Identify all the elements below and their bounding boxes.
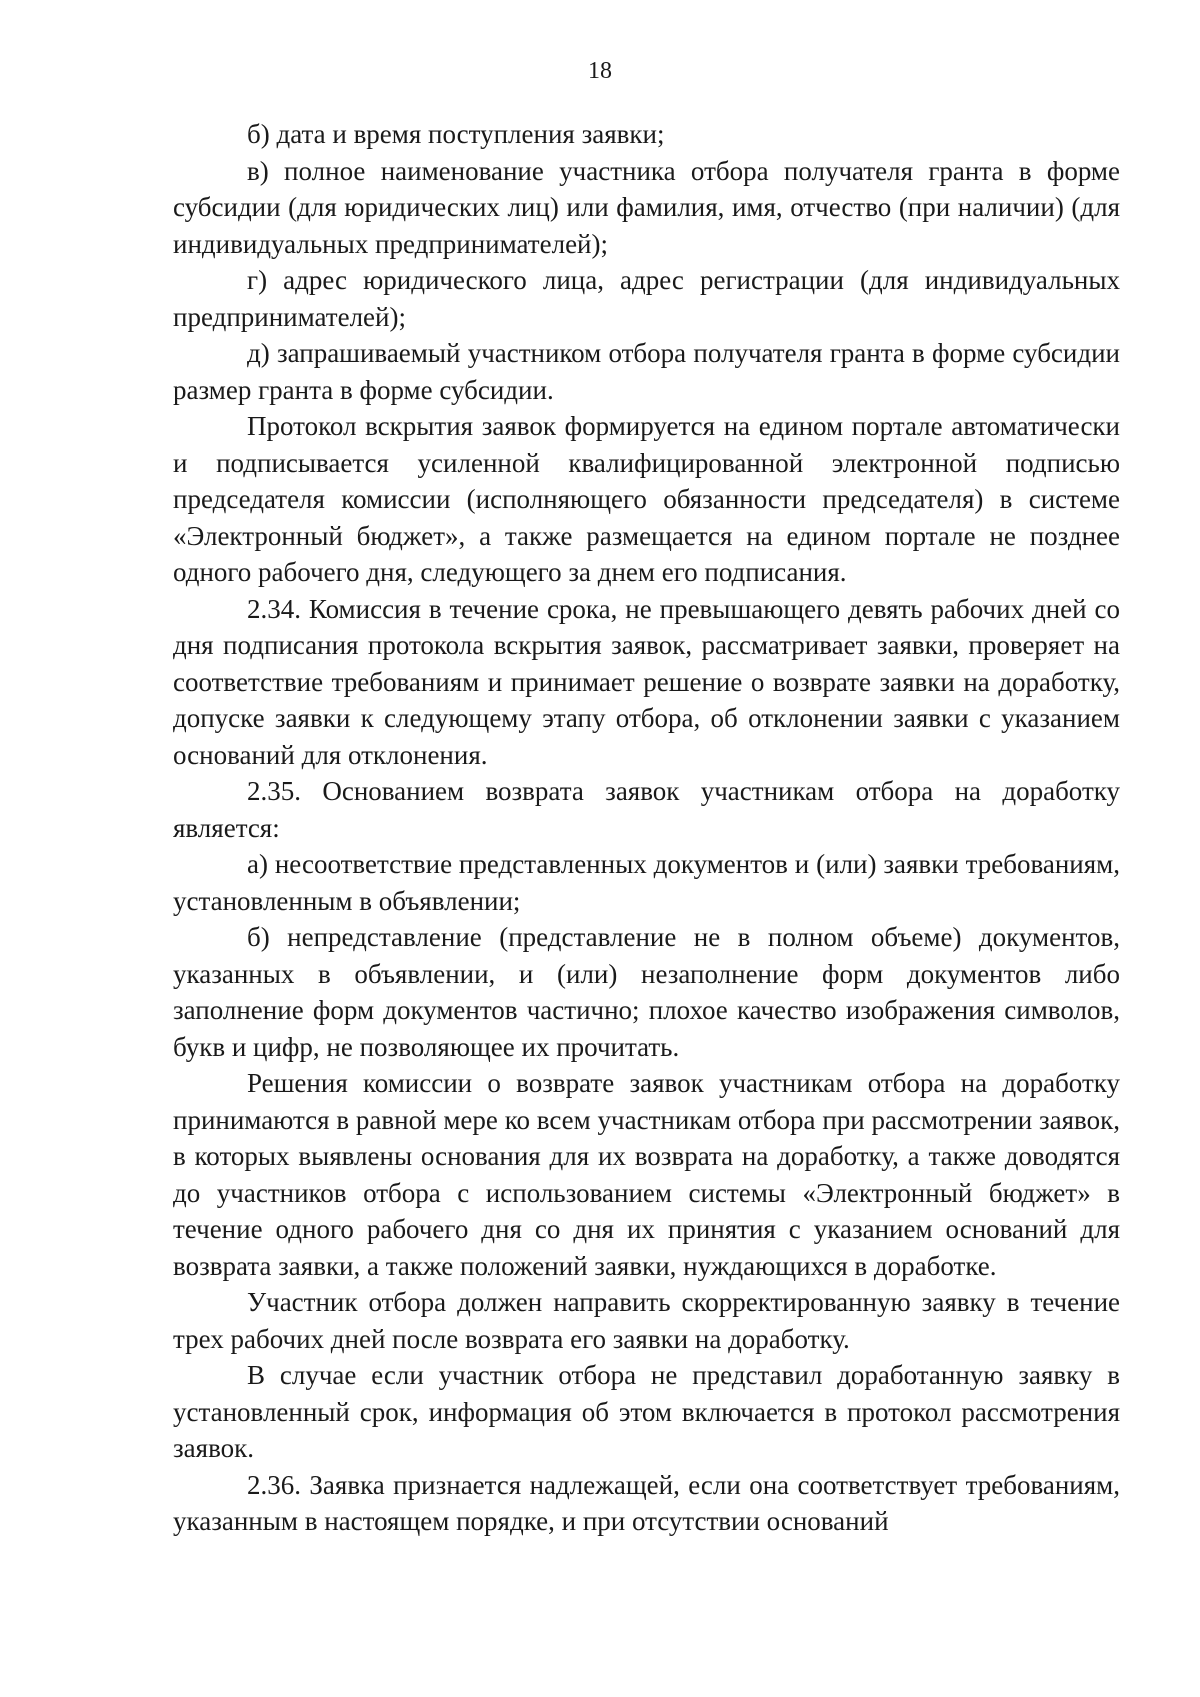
paragraph-item-b-nonsubmission: б) непредставление (представление не в полном объеме) документов, указанных в объявлении, и (или) незаполнение форм документов либо заполнение форм документов частично; плохое качество изображения символов, букв и цифр, не позволяющее их прочитать. <box>173 922 1120 1062</box>
paragraph-corrected-application: Участник отбора должен направить скорректированную заявку в течение трех рабочих дней после возврата его заявки на доработку. <box>173 1287 1120 1354</box>
paragraph-not-submitted: В случае если участник отбора не представил доработанную заявку в установленный срок, информация об этом включается в протокол рассмотрения заявок. <box>173 1360 1120 1463</box>
page-number: 18 <box>588 58 612 84</box>
paragraph-opening-protocol: Протокол вскрытия заявок формируется на едином портале автоматически и подписывается усиленной квалифицированной электронной подписью председателя комиссии (исполняющего обязанности председателя) в системе «Электронный бюджет», а также размещается на едином портале не позднее одного рабочего дня, следующего за днем его подписания. <box>173 411 1120 587</box>
paragraph-item-v-name: в) полное наименование участника отбора получателя гранта в форме субсидии (для юридических лиц) или фамилия, имя, отчество (при наличии) (для индивидуальных предпринимателей); <box>173 155 1120 259</box>
paragraph-return-decisions: Решения комиссии о возврате заявок участникам отбора на доработку принимаются в равной мере ко всем участникам отбора при рассмотрении заявок, в которых выявлены основания для их возврата на доработку, а также доводятся до участников отбора с использованием системы «Электронный бюджет» в течение одного рабочего дня со дня их принятия с указанием оснований для возврата заявки, а также положений заявки, нуждающихся в доработке. <box>173 1068 1120 1281</box>
paragraph-clause-2-34: 2.34. Комиссия в течение срока, не превышающего девять рабочих дней со дня подписания протокола вскрытия заявок, рассматривает заявки, проверяет на соответствие требованиям и принимает решение о возврате заявки на доработку, допуске заявки к следующему этапу отбора, об отклонении заявки с указанием оснований для отклонения. <box>173 593 1120 770</box>
paragraph-clause-2-36: 2.36. Заявка признается надлежащей, если она соответствует требованиям, указанным в настоящем порядке, и при отсутствии оснований <box>173 1469 1120 1536</box>
paragraph-clause-2-35: 2.35. Основанием возврата заявок участникам отбора на доработку является: <box>173 776 1120 843</box>
document-body <box>173 116 1120 1540</box>
paragraph-item-d-grant-size: д) запрашиваемый участником отбора получателя гранта в форме субсидии размер гранта в форме субсидии. <box>173 338 1120 405</box>
paragraph-item-a-nonconformity: а) несоответствие представленных документов и (или) заявки требованиям, установленным в объявлении; <box>173 849 1120 916</box>
paragraph-item-b-date: б) дата и время поступления заявки; <box>247 119 665 149</box>
paragraph-item-g-address: г) адрес юридического лица, адрес регистрации (для индивидуальных предпринимателей); <box>173 265 1120 332</box>
